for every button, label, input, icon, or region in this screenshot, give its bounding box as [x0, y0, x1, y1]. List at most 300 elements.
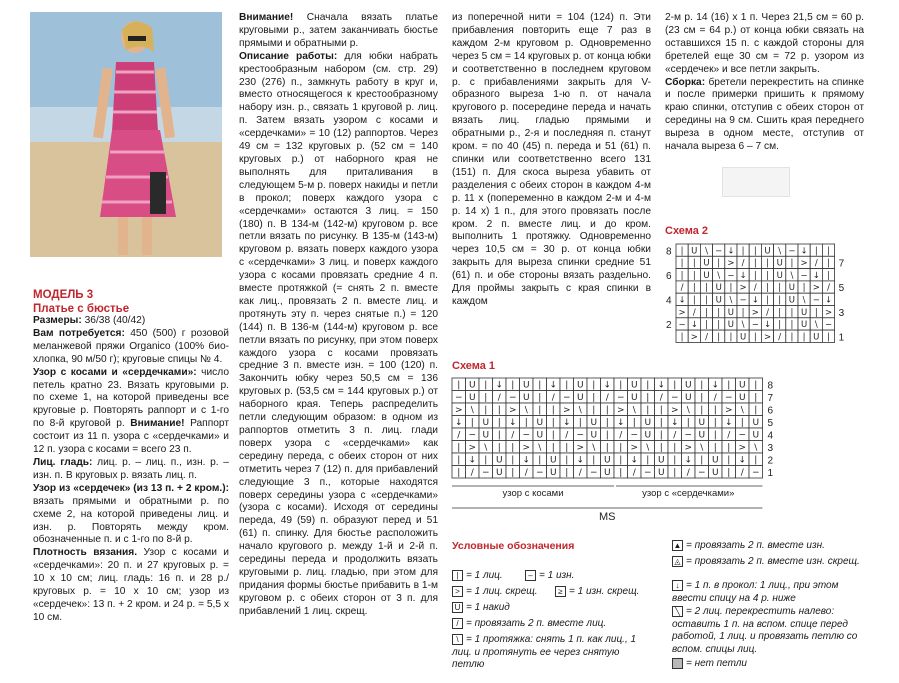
chart-symbol: |	[511, 380, 515, 391]
chart-symbol: /	[686, 468, 690, 478]
knit-below-symbol-icon: ↓	[672, 580, 683, 591]
chart-symbol: U	[603, 468, 611, 478]
chart-symbol: U	[549, 468, 557, 478]
row-number: 5	[767, 418, 774, 429]
chart-symbol: U	[630, 393, 638, 403]
chart-symbol: U	[788, 295, 796, 306]
chart-symbol: ↓	[800, 246, 808, 257]
chart-symbol: ↓	[508, 418, 517, 428]
stockinette-text: лиц. р. – лиц. п., изн. р. – изн. п. В круговых р. вязать лиц. п.	[33, 456, 229, 481]
legend-item-k2tog	[452, 618, 606, 631]
chart-symbol: −	[630, 430, 639, 441]
chart-symbol: \	[646, 443, 650, 453]
description-paragraph	[239, 51, 438, 619]
attention-text: Раппорт состоит из 11 п. узора с «сердечками» и 12 п. узора с косами = всего 23 п.	[33, 418, 229, 456]
legend-text: = 1 лиц.	[466, 570, 503, 582]
chart-symbol: −	[684, 430, 693, 441]
chart-symbol: /	[632, 468, 636, 478]
chart-symbol: −	[812, 295, 820, 306]
no-stitch-symbol-icon	[672, 658, 683, 669]
chart-symbol: ↓	[727, 246, 735, 257]
chart-symbol: U	[536, 430, 544, 441]
chart-symbol: |	[551, 405, 555, 416]
row-number: 8	[767, 380, 774, 392]
chart-symbol: −	[589, 468, 598, 478]
chart-symbol: /	[578, 468, 582, 478]
legend-text: = 1 п. в прокол: 1 лиц., при этом ввести спицу на 4 р. ниже	[672, 580, 839, 604]
chart-symbol: |	[659, 405, 663, 416]
chart-symbol: U	[800, 307, 808, 318]
legend-text: = 1 лиц. скрещ.	[466, 586, 538, 598]
legend-item-ssk	[452, 634, 642, 672]
row-number: 8	[666, 246, 672, 258]
chart-symbol: U	[711, 455, 719, 466]
chart-symbol: U	[764, 246, 771, 257]
chart-symbol: |	[802, 332, 806, 343]
chart-symbol: ↓	[522, 455, 531, 466]
chart-symbol: |	[705, 295, 708, 306]
chart-symbol: |	[827, 258, 830, 269]
chart-symbol: |	[705, 283, 708, 294]
chart-symbol: U	[727, 307, 735, 318]
chart-symbol: |	[680, 246, 684, 257]
chart-symbol: |	[827, 332, 830, 343]
chart-symbol: |	[729, 283, 733, 294]
chart-symbol: U	[644, 418, 652, 428]
hearts-label: узор с «сердечками»	[642, 488, 735, 499]
chart-symbol: U	[711, 468, 719, 478]
chart-symbol: |	[457, 443, 461, 453]
chart-symbol: −	[522, 430, 531, 441]
chart-symbol: |	[827, 246, 830, 257]
knit-symbol-icon: |	[452, 570, 463, 581]
chart-symbol: |	[619, 455, 623, 466]
legend-text: = 1 протяжка: снять 1 п. как лиц., 1 лиц. и протянуть ее через снятую петлю	[452, 634, 637, 671]
chart-symbol: \	[729, 295, 733, 306]
chart-symbol: |	[524, 418, 528, 428]
chart-symbol: \	[632, 405, 636, 416]
chart-symbol: >	[576, 443, 585, 453]
chart-symbol: U	[495, 468, 503, 478]
chart-symbol: |	[814, 307, 818, 318]
chart-symbol: |	[766, 258, 769, 269]
chart-symbol: /	[457, 430, 461, 441]
chart-symbol: |	[753, 332, 757, 343]
chart-symbol: \	[484, 443, 488, 453]
chart-symbol: −	[788, 246, 796, 257]
stockinette-paragraph	[33, 457, 229, 483]
hearts-paragraph	[33, 483, 229, 548]
chart-symbol: |	[484, 455, 488, 466]
assembly-label: Сборка:	[665, 76, 706, 88]
chart-symbol: ↓	[678, 295, 686, 306]
chart-symbol: |	[605, 443, 609, 453]
chart-symbol: ↓	[684, 455, 693, 466]
chart-symbol: |	[778, 295, 782, 306]
chart-symbol: |	[592, 455, 596, 466]
chart-symbol: /	[713, 393, 717, 403]
braid-paragraph	[33, 367, 229, 457]
chart-symbol: >	[824, 307, 833, 318]
chart-symbol: |	[538, 380, 542, 391]
chart-symbol: /	[619, 430, 623, 441]
chart-symbol: U	[657, 468, 665, 478]
chart-symbol: −	[508, 393, 517, 403]
chart-symbol: \	[802, 295, 806, 306]
legend-item-p2tog	[672, 540, 862, 553]
chart-symbol: |	[741, 307, 745, 318]
chart-symbol: |	[753, 270, 757, 281]
chart-symbol: |	[565, 455, 569, 466]
row-number: 3	[767, 443, 774, 454]
chart-symbol: |	[692, 258, 696, 269]
chart-symbol: U	[590, 430, 598, 441]
chart-symbol: >	[800, 258, 808, 269]
chart-symbol: |	[659, 418, 663, 428]
chart-symbol: −	[678, 320, 686, 331]
chart-symbol: |	[717, 332, 721, 343]
chart-symbol: |	[497, 418, 501, 428]
chart-symbol: −	[670, 393, 679, 403]
chart-symbol: |	[686, 418, 690, 428]
chart-symbol: |	[680, 270, 684, 281]
materials-label: Вам потребуется:	[33, 327, 125, 339]
chart-symbol: |	[802, 283, 806, 294]
chart-symbol: ↓	[724, 418, 733, 428]
chart-symbol: |	[646, 393, 650, 403]
chart-symbol: |	[511, 455, 515, 466]
legend-text: = провязать 2 п. вместе изн.	[686, 540, 825, 552]
chart-symbol: U	[657, 455, 665, 466]
chart-symbol: |	[754, 380, 758, 391]
chart-symbol: |	[659, 443, 663, 453]
chart-symbol: |	[605, 405, 609, 416]
chart-symbol: ↓	[495, 380, 504, 391]
chart-symbol: |	[565, 468, 569, 478]
chart-symbol: U	[752, 430, 760, 441]
chart-symbol: U	[800, 320, 808, 331]
chart-symbol: |	[565, 443, 569, 453]
chart-symbol: |	[754, 393, 758, 403]
assembly-paragraph	[665, 77, 864, 154]
chart-symbol: U	[576, 380, 584, 391]
chart-symbol: |	[646, 380, 650, 391]
column-3-text	[452, 12, 651, 309]
chart-symbol: |	[592, 405, 596, 416]
row-number: 4	[666, 295, 672, 307]
chart-symbol: ↓	[751, 295, 759, 306]
col4-paragraph: 2-м р. 14 (16) x 1 п. Через 21,5 см = 60 р. (23 см = 64 р.) от конца юбки связать на оставшихся 15 п. с каждой стороны для бретелей еще 30 см = 72 р. узором из «сердечек» и все петли закрыть.	[665, 12, 864, 75]
legend-text: = 1 изн.	[539, 570, 575, 582]
legend-item-no-stitch	[672, 658, 862, 671]
col2-attention-text: Сначала вязать платье круговыми р., затем заканчивать бюстье прямыми и обратными р.	[239, 12, 438, 49]
chart-symbol: U	[536, 418, 544, 428]
hearts-label: Узор из «сердечек» (из 13 п. + 2 кром.):	[33, 482, 229, 494]
p2tog-symbol-icon: ▲	[673, 541, 682, 550]
scheme-2-chart	[664, 242, 864, 346]
scheme-1-title: Схема 1	[452, 360, 496, 372]
row-number: 3	[838, 307, 845, 319]
chart-symbol: |	[538, 455, 542, 466]
hearts-text: вязать прямыми и обратными р. по схеме 2, на которой приведены лиц. и изн. р. Повторять между кром. обозначенные п. и с 1-го по 8-й р.	[33, 495, 229, 546]
chart-symbol: ↓	[549, 380, 558, 391]
chart-symbol: |	[700, 455, 704, 466]
chart-symbol: U	[468, 380, 476, 391]
scheme-1-chart	[450, 374, 774, 524]
gauge-paragraph	[33, 547, 229, 624]
chart-symbol: |	[457, 380, 461, 391]
chart-symbol: U	[576, 393, 584, 403]
chart-symbol: |	[727, 455, 731, 466]
chart-symbol: ↓	[763, 320, 772, 331]
chart-symbol: >	[739, 283, 747, 294]
chart-symbol: \	[790, 270, 794, 281]
chart-symbol: |	[538, 405, 542, 416]
chart-symbol: U	[684, 380, 692, 391]
chart-symbol: |	[700, 380, 704, 391]
row-number: 1	[838, 332, 845, 344]
col2-attention-label: Внимание!	[239, 12, 294, 23]
chart-symbol: |	[511, 468, 515, 478]
chart-symbol: −	[724, 393, 733, 403]
chart-symbol: ↓	[603, 380, 612, 391]
chart-symbol: |	[713, 418, 717, 428]
chart-symbol: U	[738, 393, 746, 403]
chart-symbol: |	[592, 393, 596, 403]
chart-symbol: U	[776, 270, 783, 281]
placeholder-box	[722, 167, 790, 197]
chart-symbol: /	[673, 430, 677, 441]
chart-symbol: |	[470, 418, 474, 428]
legend-item-purl	[525, 570, 574, 583]
chart-symbol: |	[497, 405, 501, 416]
chart-symbol: >	[738, 443, 747, 453]
chart-symbol: |	[741, 246, 745, 257]
chart-symbol: −	[643, 468, 652, 478]
chart-symbol: /	[605, 393, 609, 403]
chart-symbol: ↓	[616, 418, 625, 428]
row-number: 5	[838, 283, 845, 295]
chart-symbol: \	[538, 443, 542, 453]
cross-left-symbol-icon: ╲	[672, 606, 683, 617]
chart-symbol: /	[692, 307, 696, 318]
chart-symbol: |	[673, 455, 677, 466]
chart-symbol: U	[813, 332, 820, 343]
chart-symbol: /	[524, 468, 528, 478]
chart-symbol: /	[470, 468, 474, 478]
chart-symbol: /	[827, 283, 830, 294]
chart-symbol: |	[457, 455, 461, 466]
chart-symbol: |	[538, 393, 542, 403]
chart-symbol: |	[484, 405, 488, 416]
chart-symbol: ↓	[468, 455, 477, 466]
description-label: Описание работы:	[239, 50, 338, 62]
chart-symbol: |	[497, 430, 501, 441]
chart-symbol: |	[605, 430, 609, 441]
sizes-paragraph	[33, 315, 229, 328]
attention-paragraph	[239, 12, 438, 51]
chart-symbol: |	[551, 443, 555, 453]
chart-symbol: |	[727, 380, 731, 391]
chart-symbol: >	[724, 405, 733, 416]
chart-symbol: −	[535, 468, 544, 478]
chart-symbol: >	[670, 405, 679, 416]
chart-symbol: U	[715, 283, 722, 294]
chart-symbol: −	[715, 246, 723, 257]
legend-text: = 2 лиц. перекрестить налево: оставить 1 п. на вспом. спице перед работой, 1 лиц. и провязать петлю со вспом. спицы лиц.	[672, 606, 858, 655]
chart-symbol: >	[468, 443, 477, 453]
chart-symbol: >	[812, 283, 820, 294]
scheme-2-title: Схема 2	[665, 225, 709, 237]
chart-symbol: |	[753, 258, 757, 269]
chart-symbol: /	[778, 332, 782, 343]
chart-symbol: |	[632, 418, 636, 428]
chart-symbol: |	[619, 468, 623, 478]
column-2-text	[239, 12, 438, 619]
chart-symbol: U	[644, 430, 652, 441]
braid-text: число петель кратно 23. Вязать круговыми р. по схеме 1, на которой приведены все круговые р. Повторять раппорт и с 1-го по 8-й круговой р.	[33, 366, 229, 430]
legend-item-yarnover	[452, 602, 510, 615]
chart-symbol: |	[484, 393, 488, 403]
gauge-label: Плотность вязания.	[33, 547, 138, 559]
chart-symbol: |	[778, 320, 782, 331]
chart-symbol: /	[705, 332, 708, 343]
chart-symbol: U	[698, 430, 706, 441]
chart-symbol: /	[753, 283, 757, 294]
legend-text: = 1 накид	[466, 602, 510, 614]
knit-tbl-symbol-icon: >	[452, 586, 463, 597]
chart-symbol: /	[511, 430, 515, 441]
chart-symbol: /	[741, 258, 745, 269]
legend-text: = провязать 2 п. вместе изн. скрещ.	[686, 556, 860, 568]
attention-label: Внимание!	[130, 418, 185, 430]
row-number: 4	[767, 430, 774, 442]
chart-symbol: |	[790, 258, 794, 269]
chart-symbol: |	[551, 430, 555, 441]
chart-symbol: |	[778, 307, 782, 318]
legend-item-purl-tbl	[555, 586, 639, 599]
column-1-text	[33, 315, 229, 625]
chart-symbol: ↓	[670, 418, 679, 428]
chart-symbol: |	[700, 393, 704, 403]
chart-symbol: /	[814, 258, 818, 269]
chart-symbol: U	[715, 295, 722, 306]
chart-symbol: |	[740, 418, 744, 428]
chart-symbol: |	[766, 283, 769, 294]
chart-symbol: \	[754, 443, 758, 453]
row-number: 2	[767, 455, 774, 467]
chart-symbol: −	[727, 270, 735, 281]
chart-symbol: −	[824, 320, 833, 331]
chart-symbol: U	[703, 258, 710, 269]
chart-symbol: −	[576, 430, 585, 441]
chart-symbol: ↓	[690, 320, 698, 331]
chart-symbol: \	[740, 405, 744, 416]
chart-symbol: |	[646, 405, 650, 416]
chart-symbol: |	[551, 418, 555, 428]
chart-symbol: \	[814, 320, 818, 331]
legend-text: = провязать 2 п. вместе лиц.	[466, 618, 607, 630]
sizes-label: Размеры:	[33, 315, 82, 326]
chart-symbol: ↓	[738, 455, 747, 466]
chart-symbol: U	[468, 393, 476, 403]
chart-symbol: |	[673, 443, 677, 453]
chart-symbol: |	[692, 283, 696, 294]
materials-value: 450 (500) г розовой меланжевой пряжи Organico (100% био-хлопка, 90 м/50 г); круговые спицы № 4.	[33, 327, 229, 365]
chart-symbol: |	[729, 332, 733, 343]
materials-paragraph	[33, 328, 229, 367]
chart-symbol: U	[522, 380, 530, 391]
chart-symbol: |	[680, 332, 684, 343]
chart-symbol: −	[616, 393, 625, 403]
chart-symbol: |	[592, 380, 596, 391]
chart-symbol: U	[482, 418, 490, 428]
chart-symbol: |	[753, 246, 757, 257]
legend-item-cross-left	[672, 606, 862, 657]
chart-symbol: |	[766, 295, 769, 306]
chart-symbol: >	[522, 443, 531, 453]
chart-symbol: /	[740, 468, 744, 478]
braid-label: Узор с косами и «сердечками»:	[33, 366, 197, 378]
chart-symbol: U	[703, 270, 710, 281]
chart-symbol: U	[738, 380, 746, 391]
chart-symbol: U	[727, 320, 735, 331]
chart-symbol: |	[484, 380, 488, 391]
chart-symbol: |	[565, 380, 569, 391]
chart-symbol: >	[727, 258, 735, 269]
chart-symbol: >	[508, 405, 517, 416]
legend-item-knit-tbl	[452, 586, 538, 599]
chart-symbol: |	[705, 320, 708, 331]
chart-symbol: >	[616, 405, 625, 416]
chart-symbol: |	[790, 307, 794, 318]
chart-symbol: \	[717, 270, 721, 281]
legend-text: = нет петли	[686, 658, 747, 670]
chart-symbol: ↓	[454, 418, 463, 428]
chart-symbol: \	[470, 405, 474, 416]
chart-symbol: >	[751, 307, 759, 318]
chart-symbol: −	[454, 393, 463, 403]
chart-symbol: \	[778, 246, 782, 257]
chart-symbol: ↓	[739, 270, 747, 281]
chart-symbol: |	[814, 246, 818, 257]
chart-symbol: /	[680, 283, 684, 294]
chart-symbol: |	[754, 455, 758, 466]
row-number: 2	[666, 320, 672, 332]
model-subtitle: Платье с бюстье	[33, 303, 130, 315]
chart-symbol: |	[713, 443, 717, 453]
row-number: 6	[767, 405, 774, 417]
chart-symbol: /	[766, 307, 769, 318]
chart-symbol: |	[578, 418, 582, 428]
chart-symbol: U	[698, 418, 706, 428]
chart-symbol: |	[646, 455, 650, 466]
chart-symbol: −	[562, 393, 571, 403]
row-number: 1	[767, 468, 774, 479]
row-number: 6	[666, 270, 672, 282]
chart-symbol: ↓	[630, 455, 639, 466]
model-photo	[30, 12, 222, 257]
chart-symbol: |	[673, 468, 677, 478]
chart-symbol: ↓	[812, 270, 820, 281]
chart-symbol: \	[700, 443, 704, 453]
chart-symbol: U	[603, 455, 611, 466]
chart-symbol: >	[562, 405, 571, 416]
photo-illustration	[30, 12, 222, 257]
chart-symbol: /	[565, 430, 569, 441]
chart-symbol: >	[630, 443, 639, 453]
chart-symbol: |	[673, 380, 677, 391]
